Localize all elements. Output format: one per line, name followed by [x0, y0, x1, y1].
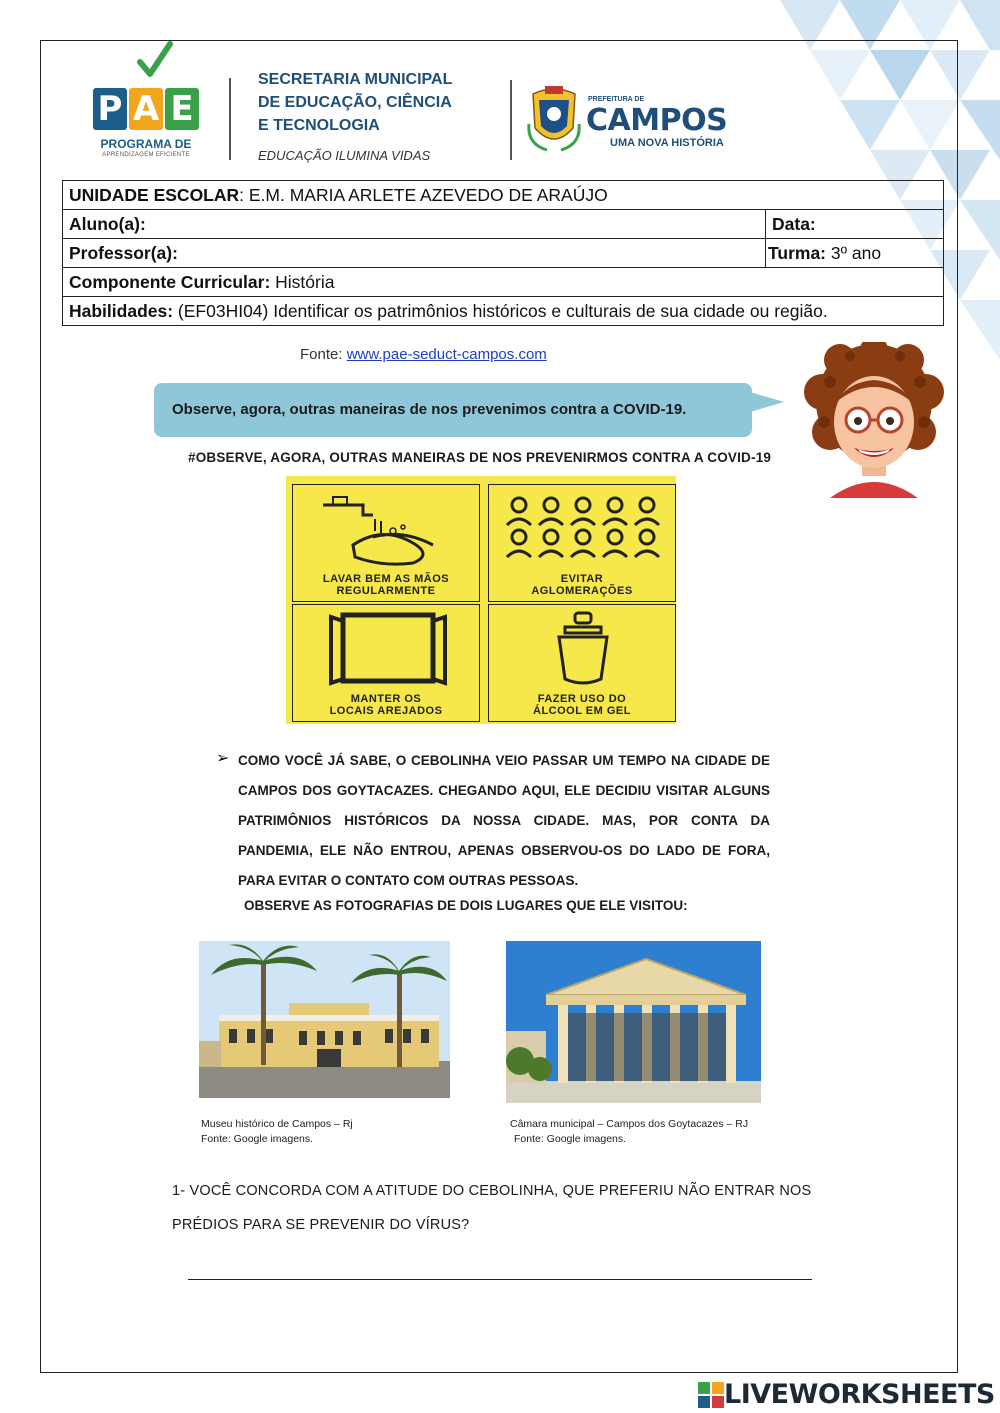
pae-letter-a: A [129, 88, 163, 130]
liveworksheets-brand [698, 1379, 995, 1410]
checkmark-icon [134, 40, 174, 80]
poster-cell-avoid-crowds [488, 484, 676, 602]
campos-label: CAMPOS [586, 103, 728, 138]
answer-line[interactable] [188, 1279, 812, 1280]
poster-cell-ventilation [292, 604, 480, 722]
unidade-label: UNIDADE ESCOLAR [69, 184, 240, 205]
professor-cell[interactable] [63, 239, 766, 268]
fonte-label: Fonte: [300, 346, 347, 363]
campos-slogan: UMA NOVA HISTÓRIA [610, 137, 724, 149]
wash-hands-line-2: REGULARMENTE [336, 585, 436, 597]
story-paragraph: COMO VOCÊ JÁ SABE, O CEBOLINHA VEIO PASSAR UM TEMPO NA CIDADE DE CAMPOS DOS GOYTACAZES. CHEGANDO AQUI, ELE DECIDIU VISITAR ALGUNS PATRIMÔNIOS HISTÓRICOS DA NOSSA CIDADE. MAS, POR CONTA DA PANDEMIA, ELE NÃO ENTROU, APENAS OBSERVOU-OS DO LADO DE FORA, PARA EVITAR O CONTATO COM OUTRAS PESSOAS. [238, 753, 770, 888]
pae-subtitle: APRENDIZAGEM EFICIENTE [102, 152, 190, 158]
open-window-icon [293, 605, 481, 695]
pae-program-label: PROGRAMA DE [100, 137, 192, 151]
student-info-table [62, 180, 944, 326]
ventilation-line-2: LOCAIS AREJADOS [329, 705, 443, 717]
museum-caption-source: Fonte: Google imagens. [201, 1133, 314, 1145]
poster-cell-hand-sanitizer [488, 604, 676, 722]
secretaria-line-2: DE EDUCAÇÃO, CIÊNCIA [258, 94, 452, 111]
sanitizer-line-2: ÁLCOOL EM GEL [533, 705, 631, 717]
camara-illustration [506, 941, 761, 1103]
ventilation-line-1: MANTER OS [350, 693, 422, 705]
liveworksheets-text: LIVEWORKSHEETS [724, 1379, 995, 1410]
header-divider [229, 78, 231, 160]
museum-caption-title: Museu histórico de Campos – Rj [201, 1118, 353, 1130]
secretaria-slogan: EDUCAÇÃO ILUMINA VIDAS [258, 148, 431, 163]
poster-cell-wash-hands [292, 484, 480, 602]
professor-label: Professor(a): [69, 242, 178, 263]
fonte-link[interactable]: www.pae-seduct-campos.com [346, 346, 547, 363]
habilidades-label: Habilidades: [69, 300, 174, 321]
camara-caption-title: Câmara municipal – Campos dos Goytacazes – RJ [510, 1118, 749, 1130]
unidade-escolar-cell [63, 181, 944, 210]
observe-instruction: OBSERVE AS FOTOGRAFIAS DE DOIS LUGARES QUE ELE VISITOU: [244, 898, 688, 913]
hand-washing-icon [293, 485, 481, 575]
aluno-cell[interactable] [63, 210, 766, 239]
turma-value: 3º ano [826, 242, 882, 263]
liveworksheets-logo-icon [698, 1382, 724, 1408]
secretaria-line-1: SECRETARIA MUNICIPAL [258, 71, 453, 88]
turma-label: Turma: [768, 242, 827, 263]
data-label: Data: [772, 213, 816, 234]
question-1 [172, 1174, 822, 1242]
avoid-crowds-line-1: EVITAR [560, 573, 604, 585]
avoid-crowds-line-2: AGLOMERAÇÕES [531, 585, 633, 597]
speech-bubble-text: Observe, agora, outras maneiras de nos prevenimos contra a COVID-19. [172, 401, 687, 418]
secretaria-line-3: E TECNOLOGIA [258, 117, 380, 134]
question-number: 1- [172, 1183, 186, 1199]
componente-cell [63, 268, 944, 297]
pae-logo [90, 40, 210, 170]
unidade-value: : E.M. MARIA ARLETE AZEVEDO DE ARAÚJO [239, 184, 608, 205]
museum-caption [201, 1117, 353, 1147]
habilidades-value: (EF03HI04) Identificar os patrimônios históricos e culturais de sua cidade ou região. [173, 300, 828, 321]
camara-caption-source: Fonte: Google imagens. [514, 1133, 627, 1145]
secretaria-title [258, 68, 498, 137]
wash-hands-line-1: LAVAR BEM AS MÃOS [322, 573, 450, 585]
bullet-arrow-icon: ➢ [216, 750, 230, 767]
camara-caption [510, 1117, 748, 1147]
teacher-avatar [800, 342, 948, 498]
museum-illustration [199, 941, 450, 1098]
question-text: VOCÊ CONCORDA COM A ATITUDE DO CEBOLINHA, QUE PREFERIU NÃO ENTRAR NOS PRÉDIOS PARA SE PREVENIR DO VÍRUS? [172, 1183, 812, 1233]
pae-letter-p: P [93, 88, 127, 130]
museum-photo [199, 941, 450, 1098]
componente-value: História [270, 271, 335, 292]
prefeitura-label: PREFEITURA DE [588, 96, 645, 103]
camara-photo [506, 941, 761, 1103]
pae-letter-e: E [165, 88, 199, 130]
sanitizer-line-1: FAZER USO DO [537, 693, 627, 705]
aluno-label: Aluno(a): [69, 213, 146, 234]
covid-title: #OBSERVE, AGORA, OUTRAS MANEIRAS DE NOS PREVENIRMOS CONTRA A COVID-19 [188, 450, 772, 465]
speech-bubble-tail [750, 392, 784, 412]
turma-cell [766, 239, 944, 268]
habilidades-cell [63, 297, 944, 326]
header-divider-2 [510, 80, 512, 160]
fonte-line [300, 346, 547, 363]
componente-label: Componente Curricular: [69, 271, 271, 292]
hand-sanitizer-icon [489, 605, 677, 695]
coat-of-arms-icon [527, 84, 581, 154]
covid-prevention-poster [286, 476, 676, 724]
crowd-icon [489, 485, 677, 575]
data-cell[interactable] [766, 210, 944, 239]
